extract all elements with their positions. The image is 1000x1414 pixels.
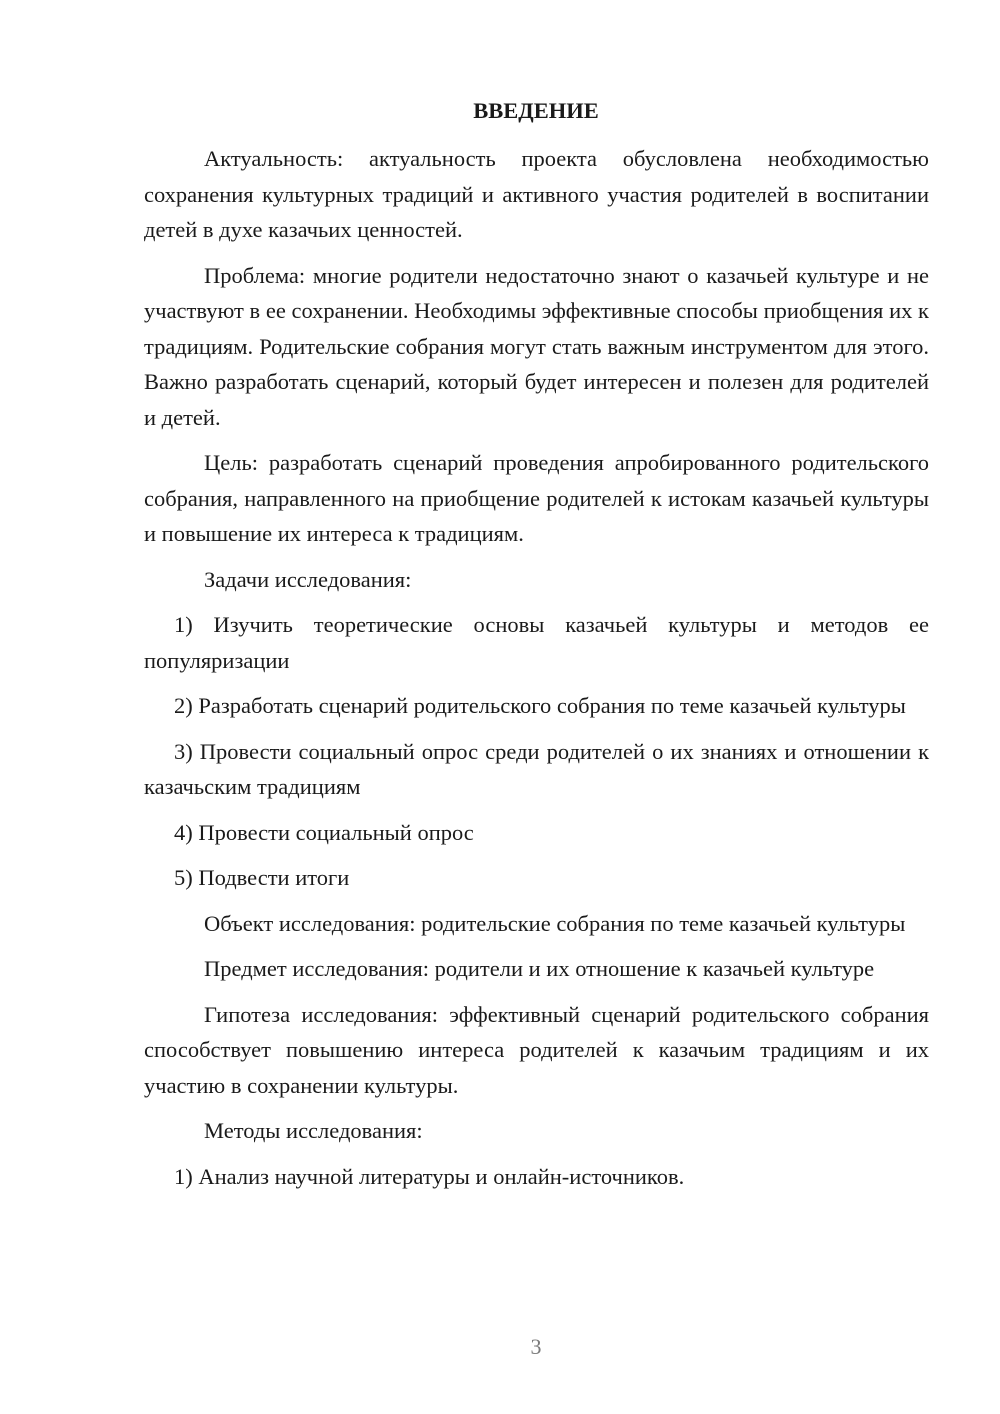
section-heading: ВВЕДЕНИЕ	[473, 98, 599, 123]
task-item: 1) Изучить теоретические основы казачьей культуры и методов ее популяризации	[144, 612, 929, 673]
methods-title: Методы исследования:	[204, 1118, 423, 1143]
tasks-title: Задачи исследования:	[204, 566, 412, 592]
task-item: 3) Провести социальный опрос среди родителей о их знаниях и отношении к казачьским традициям	[144, 738, 929, 799]
object-paragraph: Объект исследования: родительские собрания по теме казачьей культуры	[204, 910, 906, 936]
task-item: 2) Разработать сценарий родительского собрания по теме казачьей культуры	[174, 693, 906, 718]
body-text	[144, 141, 929, 1204]
goal-paragraph: Цель: разработать сценарий проведения апробированного родительского собрания, направленного на приобщение родителей к истокам казачьей культуры и повышение их интереса к традициям.	[144, 450, 929, 546]
hypothesis-paragraph: Гипотеза исследования: эффективный сценарий родительского собрания способствует повышению интереса родителей к казачьим традициям и их участию в сохранении культуры.	[144, 1001, 929, 1098]
subject-paragraph: Предмет исследования: родители и их отношение к казачьей культуре	[204, 956, 875, 981]
page-number: 3	[530, 1334, 542, 1359]
task-item: 4) Провести социальный опрос	[174, 819, 474, 845]
problem-paragraph: Проблема: многие родители недостаточно знают о казачьей культуре и не участвуют в ее сохранении. Необходимы эффективные способы приобщения их к традициям. Родительские собрания могут стать важным инструментом для этого. Важно разработать сценарий, который будет интересен и полезен для родителей и детей.	[144, 262, 929, 430]
method-item: 1) Анализ научной литературы и онлайн-источников.	[174, 1163, 685, 1189]
task-item: 5) Подвести итоги	[174, 865, 350, 890]
relevance-paragraph: Актуальность: актуальность проекта обусловлена необходимостью сохранения культурных традиций и активного участия родителей в воспитании детей в духе казачьих ценностей.	[144, 146, 929, 242]
